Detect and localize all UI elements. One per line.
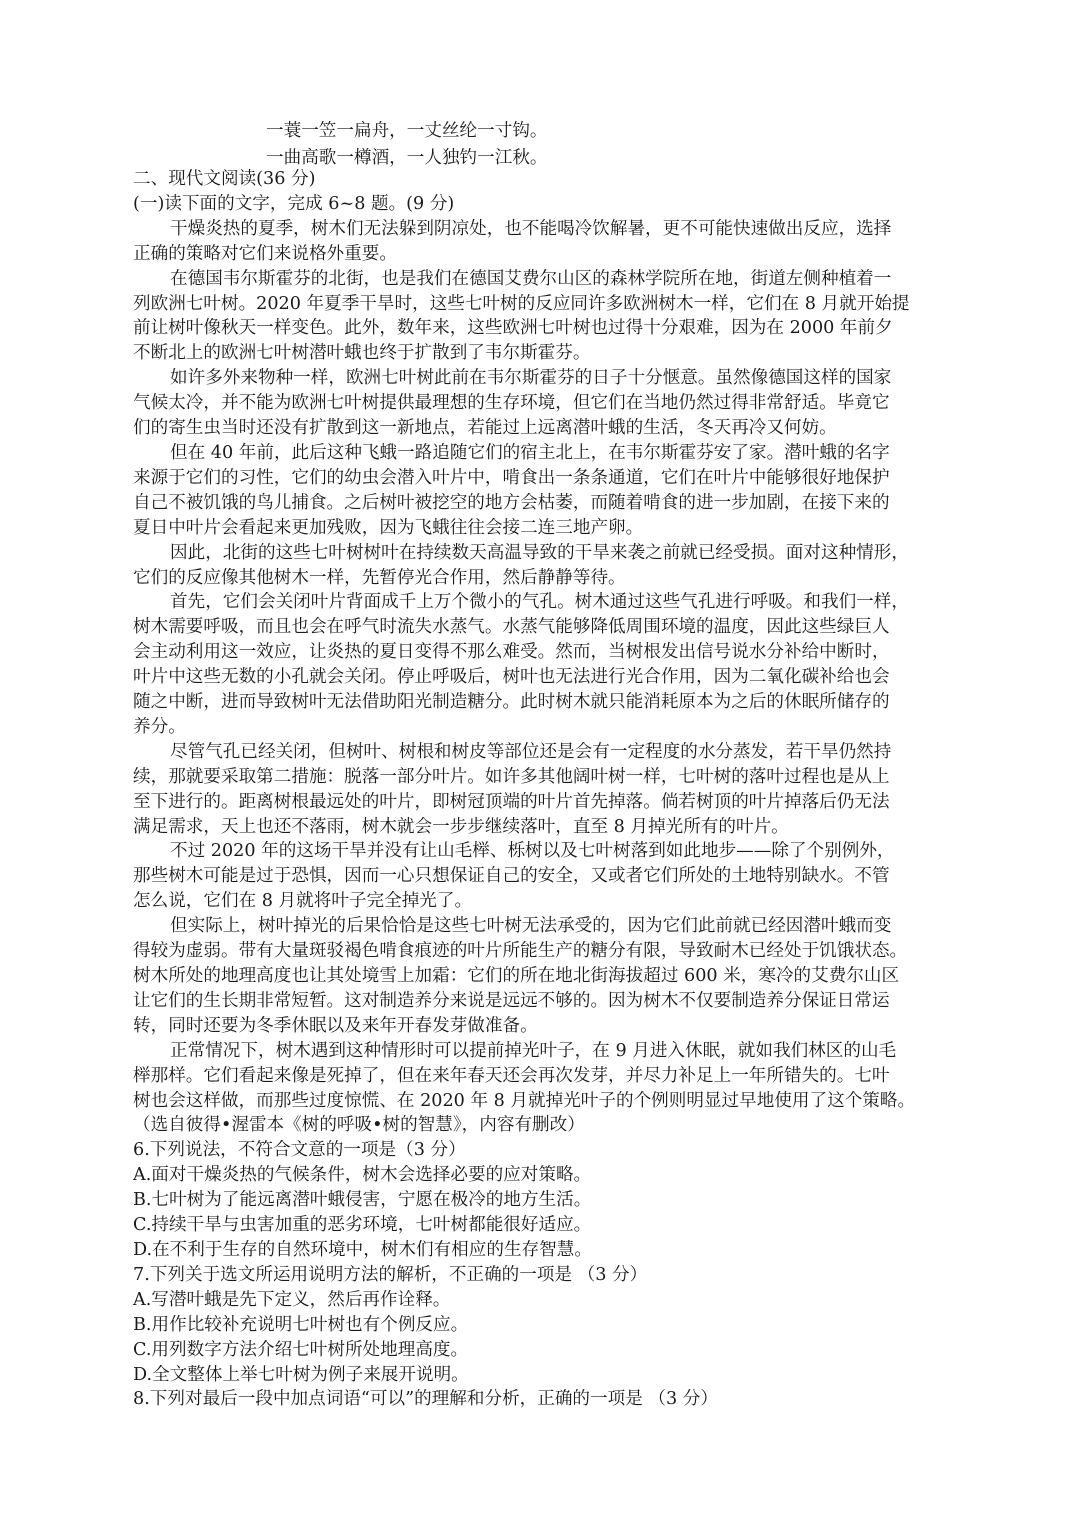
question-option: D.在不利于生存的自然环境中，树木们有相应的生存智慧。 (133, 1239, 592, 1260)
question-option: A.面对干燥炎热的气候条件，树木会选择必要的应对策略。 (133, 1165, 592, 1186)
passage-line: 干燥炎热的夏季，树木们无法躲到阴凉处，也不能喝冷饮解暑，更不可能快速做出反应，选择 (170, 218, 892, 239)
question (133, 1138, 949, 1263)
passage-line: 不断北上的欧洲七叶树潜叶蛾也终于扩散到了韦尔斯霍芬。 (133, 343, 591, 364)
passage-line: 续，那就要采取第二措施：脱落一部分叶片。如许多其他阔叶树一样，七叶树的落叶过程也是从上 (133, 766, 890, 787)
section-title: 二、现代文阅读(36 分) (133, 169, 316, 189)
passage-line: 前让树叶像秋天一样变色。此外，数年来，这些欧洲七叶树也过得十分艰难，因为在 2000 年前夕 (133, 318, 893, 339)
passage-line: 树木需要呼吸，而且也会在呼气时流失水蒸气。水蒸气能够降低周围环境的温度，因此这些绿巨人 (133, 617, 890, 638)
question-option: B.用作比较补充说明七叶树也有个例反应。 (133, 1314, 469, 1335)
passage-line: 们的寄生虫当时还没有扩散到这一新地点，若能过上远离潜叶蛾的生活，冬天再冷又何妨。 (133, 418, 837, 439)
passage-line: 不过 2020 年的这场干旱并没有让山毛榉、栎树以及七叶树落到如此地步——除了个别例外， (170, 841, 895, 862)
passage-line: 至下进行的。距离树根最远处的叶片，即树冠顶端的叶片首先掉落。倘若树顶的叶片掉落后仍无法 (133, 791, 890, 812)
poem (266, 118, 548, 172)
passage-line: 让它们的生长期非常短暂。这对制造养分来说是远远不够的。因为树木不仅要制造养分保证日常运 (133, 990, 890, 1011)
passage-line: 得较为虚弱。带有大量斑驳褐色啃食痕迹的叶片所能生产的糖分有限，导致耐木已经处于饥饿状态。 (133, 941, 908, 962)
passage-line: 列欧洲七叶树。2020 年夏季干旱时，这些七叶树的反应同许多欧洲树木一样，它们在 8 月就开始提 (133, 293, 910, 314)
passage-line: 正确的策略对它们来说格外重要。 (133, 243, 397, 264)
passage-line: 树木所处的地理高度也让其处境雪上加霜：它们的所在地北街海拔超过 600 米，寒冷的艾费尔山区 (133, 966, 900, 986)
passage-line: 养分。 (133, 716, 186, 737)
question-option: A.写潜叶蛾是先下定义，然后再作诠释。 (133, 1289, 451, 1310)
section-subtitle: (一)读下面的文字，完成 6~8 题。(9 分) (133, 193, 455, 214)
passage-line: 会主动利用这一效应，让炎热的夏日变得不那么难受。然而，当树根发出信号说水分补给中断时， (133, 642, 890, 663)
question-stem: 6.下列说法，不符合文意的一项是（3 分） (133, 1140, 466, 1161)
passage-line: 怎么说，它们在 8 月就将叶子完全掉光了。 (133, 891, 473, 912)
passage-line: 那些树木可能是过于恐惧，因而一心只想保证自己的安全，又或者它们所处的土地特别缺水。不管 (133, 866, 890, 887)
passage-line: 随之中断，进而导致树叶无法借助阳光制造糖分。此时树木就只能消耗原本为之后的休眠所储存的 (133, 692, 890, 713)
question-stem: 8.下列对最后一段中加点词语“可以”的理解和分析，正确的一项是 （3 分） (133, 1389, 718, 1410)
question-stem: 7.下列关于选文所运用说明方法的解析，不正确的一项是 （3 分） (133, 1264, 648, 1285)
passage-line: 它们的反应像其他树木一样，先暂停光合作用，然后静静等待。 (133, 567, 626, 588)
passage-line: 来源于它们的习性，它们的幼虫会潜入叶片中，啃食出一条条通道，它们在叶片中能够很好地保护 (133, 467, 890, 488)
question (133, 1387, 949, 1412)
question (133, 1263, 949, 1388)
passage-line: 首先，它们会关闭叶片背面成千上万个微小的气孔。树木通过这些气孔进行呼吸。和我们一样， (170, 592, 909, 613)
question-option: B.七叶树为了能远离潜叶蛾侵害，宁愿在极冷的地方生活。 (133, 1190, 592, 1211)
question-option: C.用列数字方法介绍七叶树所处地理高度。 (133, 1339, 469, 1360)
passage-line: 正常情况下，树木遇到这种情形时可以提前掉光叶子，在 9 月进入休眠，就如我们林区的山毛 (170, 1040, 897, 1061)
question-option: D.全文整体上举七叶树为例子来展开说明。 (133, 1364, 469, 1385)
passage-line: 但实际上，树叶掉光的后果恰恰是这些七叶树无法承受的，因为它们此前就已经因潜叶蛾而变 (170, 916, 892, 937)
passage-line: 满足需求，天上也还不落雨，树木就会一步步继续落叶，直至 8 月掉光所有的叶片。 (133, 816, 789, 837)
question-option: C.持续干旱与虫害加重的恶劣环境，七叶树都能很好适应。 (133, 1215, 592, 1236)
passage-source: （选自彼得•渥雷本《树的呼吸•树的智慧》，内容有删改） (133, 1115, 585, 1136)
passage-line: 树也会这样做，而那些过度惊慌、在 2020 年 8 月就掉光叶子的个例则明显过早地使用了这个策略。 (133, 1090, 916, 1111)
passage-line: 自己不被饥饿的鸟儿捕食。之后树叶被挖空的地方会枯萎，而随着啃食的进一步加剧，在接下来的 (133, 492, 890, 513)
poem-line: 一蓑一笠一扁舟，一丈丝纶一寸钩。 (266, 121, 548, 141)
passage-line: 夏日中叶片会看起来更加残败，因为飞蛾往往会接二连三地产卵。 (133, 517, 644, 538)
poem-line: 一曲高歌一樽酒，一人独钓一江秋。 (266, 148, 548, 168)
passage-line: 榉那样。它们看起来像是死掉了，但在来年春天还会再次发芽，并尽力补足上一年所错失的。七叶 (133, 1065, 890, 1086)
passage-line: 尽管气孔已经关闭，但树叶、树根和树皮等部位还是会有一定程度的水分蒸发，若干旱仍然持 (170, 741, 892, 762)
passage-line: 气候太冷，并不能为欧洲七叶树提供最理想的生存环境，但它们在当地仍然过得非常舒适。毕竟它 (133, 393, 890, 414)
questions (133, 1138, 949, 1412)
passage-line: 叶片中这些无数的小孔就会关闭。停止呼吸后，树叶也无法进行光合作用，因为二氧化碳补给也会 (133, 667, 890, 688)
passage-line: 在德国韦尔斯霍芬的北街，也是我们在德国艾费尔山区的森林学院所在地，街道左侧种植着一 (170, 268, 892, 289)
passage-line: 转，同时还要为冬季休眠以及来年开春发芽做准备。 (133, 1015, 538, 1036)
passage-line: 因此，北街的这些七叶树树叶在持续数天高温导致的干旱来袭之前就已经受损。面对这种情形， (170, 542, 909, 563)
passage-line: 但在 40 年前，此后这种飞蛾一路追随它们的宿主北上，在韦尔斯霍芬安了家。潜叶蛾的名字 (170, 442, 890, 463)
main-body (133, 167, 949, 1412)
passage (133, 217, 949, 1114)
passage-line: 如许多外来物种一样，欧洲七叶树此前在韦尔斯霍芬的日子十分惬意。虽然像德国这样的国家 (170, 368, 892, 389)
